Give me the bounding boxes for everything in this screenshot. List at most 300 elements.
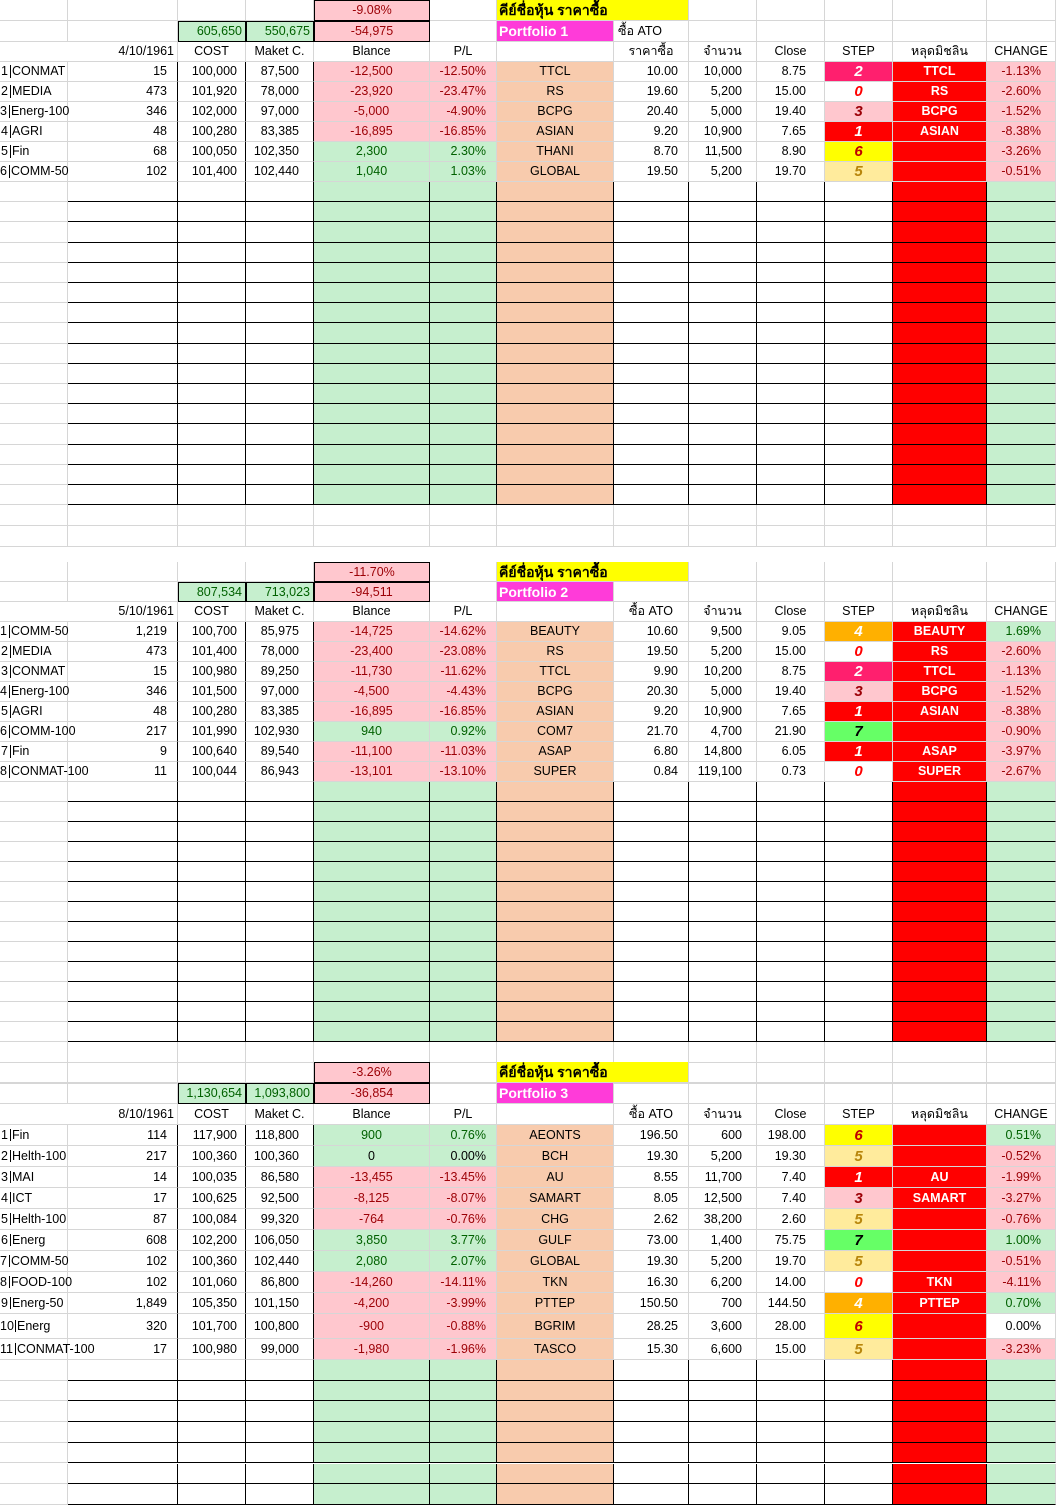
empty-cell[interactable] bbox=[614, 424, 689, 444]
empty-cell[interactable] bbox=[614, 485, 689, 505]
empty-cell[interactable] bbox=[825, 1062, 893, 1083]
empty-cell[interactable] bbox=[757, 1022, 825, 1042]
empty-cell[interactable] bbox=[757, 1422, 825, 1443]
market-header[interactable]: Maket C. bbox=[246, 1104, 314, 1125]
empty-cell[interactable] bbox=[246, 404, 314, 424]
empty-cell[interactable] bbox=[0, 562, 68, 582]
sector-number[interactable]: 102 bbox=[68, 162, 178, 182]
empty-cell[interactable] bbox=[430, 21, 497, 42]
cost-cell[interactable]: 100,640 bbox=[178, 742, 246, 762]
market-cell[interactable]: 89,540 bbox=[246, 742, 314, 762]
empty-cell[interactable] bbox=[430, 384, 497, 404]
empty-cell[interactable] bbox=[614, 982, 689, 1002]
empty-cell[interactable] bbox=[614, 465, 689, 485]
empty-cell[interactable] bbox=[689, 364, 757, 384]
empty-cell[interactable] bbox=[689, 505, 757, 526]
empty-cell[interactable] bbox=[825, 222, 893, 242]
empty-cell[interactable] bbox=[0, 1464, 68, 1485]
empty-cell[interactable] bbox=[0, 202, 68, 222]
sell-signal-cell[interactable]: BCPG bbox=[893, 682, 987, 702]
empty-cell[interactable] bbox=[68, 822, 178, 842]
qty-cell[interactable]: 3,600 bbox=[689, 1314, 757, 1339]
qty-cell[interactable]: 5,200 bbox=[689, 1146, 757, 1167]
empty-cell[interactable] bbox=[987, 842, 1056, 862]
empty-cell[interactable] bbox=[314, 862, 430, 882]
empty-cell[interactable] bbox=[68, 1464, 178, 1485]
empty-cell[interactable] bbox=[430, 1002, 497, 1022]
empty-cell[interactable] bbox=[614, 922, 689, 942]
empty-cell[interactable] bbox=[757, 424, 825, 444]
empty-cell[interactable] bbox=[246, 1381, 314, 1402]
pl-cell[interactable]: 2.07% bbox=[430, 1251, 497, 1272]
market-header[interactable]: Maket C. bbox=[246, 42, 314, 62]
sell-signal-cell[interactable] bbox=[893, 1230, 987, 1251]
qty-cell[interactable]: 12,500 bbox=[689, 1188, 757, 1209]
empty-cell[interactable] bbox=[757, 1381, 825, 1402]
close-header[interactable]: Close bbox=[757, 42, 825, 62]
empty-cell[interactable] bbox=[314, 303, 430, 323]
empty-cell[interactable] bbox=[987, 222, 1056, 242]
empty-cell[interactable] bbox=[825, 1401, 893, 1422]
change-cell[interactable]: -2.60% bbox=[987, 642, 1056, 662]
empty-cell[interactable] bbox=[0, 21, 68, 42]
empty-cell[interactable] bbox=[0, 364, 68, 384]
buy-price-cell[interactable]: 9.20 bbox=[614, 122, 689, 142]
empty-cell[interactable] bbox=[893, 1360, 987, 1381]
row-index[interactable] bbox=[0, 1146, 68, 1167]
row-index[interactable] bbox=[0, 642, 68, 662]
empty-cell[interactable] bbox=[0, 962, 68, 982]
empty-cell[interactable] bbox=[246, 445, 314, 465]
market-cell[interactable]: 85,975 bbox=[246, 622, 314, 642]
empty-cell[interactable] bbox=[430, 182, 497, 202]
close-cell[interactable]: 15.00 bbox=[757, 642, 825, 662]
cost-header[interactable]: COST bbox=[178, 42, 246, 62]
empty-cell[interactable] bbox=[246, 526, 314, 547]
empty-cell[interactable] bbox=[825, 323, 893, 343]
empty-cell[interactable] bbox=[825, 1083, 893, 1104]
change-cell[interactable]: -1.52% bbox=[987, 682, 1056, 702]
empty-cell[interactable] bbox=[246, 1002, 314, 1022]
empty-cell[interactable] bbox=[497, 902, 614, 922]
empty-cell[interactable] bbox=[987, 1062, 1056, 1083]
empty-cell[interactable] bbox=[987, 1360, 1056, 1381]
buy-price-header[interactable]: ราคาซื้อ bbox=[614, 42, 689, 62]
empty-cell[interactable] bbox=[987, 485, 1056, 505]
empty-cell[interactable] bbox=[68, 922, 178, 942]
empty-cell[interactable] bbox=[497, 802, 614, 822]
empty-cell[interactable] bbox=[825, 862, 893, 882]
close-header[interactable]: Close bbox=[757, 602, 825, 622]
change-cell[interactable]: -3.27% bbox=[987, 1188, 1056, 1209]
pl-cell[interactable]: -13.10% bbox=[430, 762, 497, 782]
empty-cell[interactable] bbox=[497, 882, 614, 902]
portfolio-title[interactable]: Portfolio 1 bbox=[497, 21, 614, 42]
qty-cell[interactable]: 6,200 bbox=[689, 1272, 757, 1293]
empty-cell[interactable] bbox=[757, 1062, 825, 1083]
empty-cell[interactable] bbox=[178, 505, 246, 526]
step-cell[interactable]: 6 bbox=[825, 1125, 893, 1146]
empty-cell[interactable] bbox=[757, 1443, 825, 1464]
qty-cell[interactable]: 9,500 bbox=[689, 622, 757, 642]
row-index[interactable] bbox=[0, 102, 68, 122]
symbol-cell[interactable]: BCPG bbox=[497, 102, 614, 122]
empty-cell[interactable] bbox=[178, 782, 246, 802]
qty-cell[interactable]: 5,200 bbox=[689, 82, 757, 102]
buy-price-cell[interactable]: 10.60 bbox=[614, 622, 689, 642]
empty-cell[interactable] bbox=[0, 526, 68, 547]
empty-cell[interactable] bbox=[497, 42, 614, 62]
row-index[interactable] bbox=[0, 162, 68, 182]
buy-price-cell[interactable]: 8.55 bbox=[614, 1167, 689, 1188]
change-cell[interactable]: -1.99% bbox=[987, 1167, 1056, 1188]
sector-number[interactable]: 217 bbox=[68, 722, 178, 742]
empty-cell[interactable] bbox=[893, 1022, 987, 1042]
empty-cell[interactable] bbox=[987, 465, 1056, 485]
pl-cell[interactable]: 0.00% bbox=[430, 1146, 497, 1167]
empty-cell[interactable] bbox=[689, 922, 757, 942]
sell-signal-cell[interactable]: BCPG bbox=[893, 102, 987, 122]
change-header[interactable]: CHANGE bbox=[987, 42, 1056, 62]
empty-cell[interactable] bbox=[0, 404, 68, 424]
total-percent[interactable]: -11.70% bbox=[314, 562, 430, 582]
empty-cell[interactable] bbox=[614, 1464, 689, 1485]
symbol-cell[interactable]: RS bbox=[497, 82, 614, 102]
empty-cell[interactable] bbox=[246, 842, 314, 862]
market-cell[interactable]: 83,385 bbox=[246, 702, 314, 722]
empty-cell[interactable] bbox=[825, 962, 893, 982]
empty-cell[interactable] bbox=[178, 862, 246, 882]
balance-header[interactable]: Blance bbox=[314, 602, 430, 622]
empty-cell[interactable] bbox=[614, 802, 689, 822]
empty-cell[interactable] bbox=[430, 1484, 497, 1505]
empty-cell[interactable] bbox=[893, 982, 987, 1002]
empty-cell[interactable] bbox=[314, 922, 430, 942]
empty-cell[interactable] bbox=[825, 922, 893, 942]
buy-price-cell[interactable]: 15.30 bbox=[614, 1339, 689, 1360]
pl-cell[interactable]: -11.03% bbox=[430, 742, 497, 762]
sector-number[interactable]: 48 bbox=[68, 702, 178, 722]
empty-cell[interactable] bbox=[68, 283, 178, 303]
empty-cell[interactable] bbox=[987, 323, 1056, 343]
buy-price-cell[interactable]: 0.84 bbox=[614, 762, 689, 782]
close-cell[interactable]: 7.65 bbox=[757, 122, 825, 142]
empty-cell[interactable] bbox=[893, 1042, 987, 1063]
empty-cell[interactable] bbox=[825, 263, 893, 283]
empty-cell[interactable] bbox=[497, 384, 614, 404]
symbol-cell[interactable]: SUPER bbox=[497, 762, 614, 782]
empty-cell[interactable] bbox=[497, 485, 614, 505]
qty-cell[interactable]: 4,700 bbox=[689, 722, 757, 742]
empty-cell[interactable] bbox=[68, 222, 178, 242]
empty-cell[interactable] bbox=[0, 822, 68, 842]
row-index[interactable] bbox=[0, 82, 68, 102]
portfolio-title[interactable]: Portfolio 3 bbox=[497, 1083, 614, 1104]
empty-cell[interactable] bbox=[178, 1381, 246, 1402]
empty-cell[interactable] bbox=[246, 344, 314, 364]
balance-cell[interactable]: 2,300 bbox=[314, 142, 430, 162]
empty-cell[interactable] bbox=[0, 303, 68, 323]
close-header[interactable]: Close bbox=[757, 1104, 825, 1125]
step-cell[interactable]: 5 bbox=[825, 1209, 893, 1230]
empty-cell[interactable] bbox=[246, 1042, 314, 1063]
empty-cell[interactable] bbox=[314, 1002, 430, 1022]
change-cell[interactable]: 0.51% bbox=[987, 1125, 1056, 1146]
empty-cell[interactable] bbox=[314, 782, 430, 802]
empty-cell[interactable] bbox=[178, 562, 246, 582]
empty-cell[interactable] bbox=[68, 303, 178, 323]
cost-cell[interactable]: 105,350 bbox=[178, 1293, 246, 1314]
empty-cell[interactable] bbox=[68, 1484, 178, 1505]
symbol-cell[interactable]: GLOBAL bbox=[497, 1251, 614, 1272]
empty-cell[interactable] bbox=[246, 384, 314, 404]
empty-cell[interactable] bbox=[689, 882, 757, 902]
row-index[interactable] bbox=[0, 1339, 95, 1360]
empty-cell[interactable] bbox=[178, 1062, 246, 1083]
sell-signal-cell[interactable]: SUPER bbox=[893, 762, 987, 782]
total-market[interactable]: 713,023 bbox=[246, 582, 314, 602]
total-cost[interactable]: 1,130,654 bbox=[178, 1083, 246, 1104]
empty-cell[interactable] bbox=[614, 1360, 689, 1381]
sector-number[interactable]: 217 bbox=[68, 1146, 178, 1167]
empty-cell[interactable] bbox=[497, 364, 614, 384]
step-cell[interactable]: 1 bbox=[825, 122, 893, 142]
sector-number[interactable]: 102 bbox=[68, 1251, 178, 1272]
close-cell[interactable]: 75.75 bbox=[757, 1230, 825, 1251]
empty-cell[interactable] bbox=[893, 243, 987, 263]
empty-cell[interactable] bbox=[314, 1381, 430, 1402]
step-cell[interactable]: 2 bbox=[825, 62, 893, 82]
key-in-label[interactable]: คีย์ชื่อหุ้น ราคาซื้อ bbox=[497, 0, 689, 21]
buy-price-cell[interactable]: 21.70 bbox=[614, 722, 689, 742]
empty-cell[interactable] bbox=[430, 505, 497, 526]
empty-cell[interactable] bbox=[497, 1042, 614, 1063]
buy-price-cell[interactable]: 28.25 bbox=[614, 1314, 689, 1339]
empty-cell[interactable] bbox=[430, 922, 497, 942]
empty-cell[interactable] bbox=[178, 1443, 246, 1464]
empty-cell[interactable] bbox=[314, 1422, 430, 1443]
empty-cell[interactable] bbox=[178, 202, 246, 222]
empty-cell[interactable] bbox=[893, 1062, 987, 1083]
sector-number[interactable]: 102 bbox=[68, 1272, 178, 1293]
empty-cell[interactable] bbox=[246, 222, 314, 242]
close-cell[interactable]: 6.05 bbox=[757, 742, 825, 762]
cost-header[interactable]: COST bbox=[178, 602, 246, 622]
market-cell[interactable]: 102,930 bbox=[246, 722, 314, 742]
empty-cell[interactable] bbox=[314, 505, 430, 526]
pl-cell[interactable]: -8.07% bbox=[430, 1188, 497, 1209]
empty-cell[interactable] bbox=[68, 344, 178, 364]
empty-cell[interactable] bbox=[825, 404, 893, 424]
empty-cell[interactable] bbox=[614, 902, 689, 922]
empty-cell[interactable] bbox=[246, 364, 314, 384]
empty-cell[interactable] bbox=[246, 0, 314, 21]
empty-cell[interactable] bbox=[893, 344, 987, 364]
empty-cell[interactable] bbox=[497, 842, 614, 862]
empty-cell[interactable] bbox=[314, 445, 430, 465]
empty-cell[interactable] bbox=[178, 842, 246, 862]
empty-cell[interactable] bbox=[0, 982, 68, 1002]
empty-cell[interactable] bbox=[497, 1443, 614, 1464]
row-index[interactable] bbox=[0, 1230, 68, 1251]
empty-cell[interactable] bbox=[68, 21, 178, 42]
step-header[interactable]: STEP bbox=[825, 42, 893, 62]
empty-cell[interactable] bbox=[614, 1443, 689, 1464]
empty-cell[interactable] bbox=[68, 1443, 178, 1464]
empty-cell[interactable] bbox=[987, 562, 1056, 582]
empty-cell[interactable] bbox=[246, 862, 314, 882]
symbol-cell[interactable]: GULF bbox=[497, 1230, 614, 1251]
empty-cell[interactable] bbox=[68, 485, 178, 505]
empty-cell[interactable] bbox=[178, 1042, 246, 1063]
empty-cell[interactable] bbox=[987, 962, 1056, 982]
balance-cell[interactable]: -11,730 bbox=[314, 662, 430, 682]
step-cell[interactable]: 3 bbox=[825, 102, 893, 122]
empty-cell[interactable] bbox=[689, 263, 757, 283]
row-index[interactable] bbox=[0, 662, 68, 682]
buy-price-header[interactable]: ซื้อ ATO bbox=[614, 1104, 689, 1125]
empty-cell[interactable] bbox=[497, 942, 614, 962]
empty-cell[interactable] bbox=[0, 802, 68, 822]
balance-cell[interactable]: 1,040 bbox=[314, 162, 430, 182]
empty-cell[interactable] bbox=[0, 344, 68, 364]
symbol-cell[interactable]: BEAUTY bbox=[497, 622, 614, 642]
close-cell[interactable]: 19.40 bbox=[757, 682, 825, 702]
total-percent[interactable]: -3.26% bbox=[314, 1062, 430, 1083]
symbol-cell[interactable]: ASAP bbox=[497, 742, 614, 762]
empty-cell[interactable] bbox=[614, 384, 689, 404]
empty-cell[interactable] bbox=[893, 485, 987, 505]
sector-number[interactable]: 346 bbox=[68, 102, 178, 122]
empty-cell[interactable] bbox=[246, 1062, 314, 1083]
empty-cell[interactable] bbox=[893, 782, 987, 802]
empty-cell[interactable] bbox=[430, 862, 497, 882]
empty-cell[interactable] bbox=[178, 384, 246, 404]
change-cell[interactable]: -0.51% bbox=[987, 162, 1056, 182]
empty-cell[interactable] bbox=[178, 982, 246, 1002]
qty-cell[interactable]: 1,400 bbox=[689, 1230, 757, 1251]
close-cell[interactable]: 7.40 bbox=[757, 1188, 825, 1209]
empty-cell[interactable] bbox=[689, 1022, 757, 1042]
empty-cell[interactable] bbox=[497, 862, 614, 882]
empty-cell[interactable] bbox=[757, 465, 825, 485]
empty-cell[interactable] bbox=[893, 323, 987, 343]
sell-signal-cell[interactable]: SAMART bbox=[893, 1188, 987, 1209]
empty-cell[interactable] bbox=[314, 882, 430, 902]
empty-cell[interactable] bbox=[0, 782, 68, 802]
empty-cell[interactable] bbox=[68, 243, 178, 263]
step-cell[interactable]: 4 bbox=[825, 622, 893, 642]
empty-cell[interactable] bbox=[757, 21, 825, 42]
empty-cell[interactable] bbox=[430, 982, 497, 1002]
cost-cell[interactable]: 101,700 bbox=[178, 1314, 246, 1339]
market-cell[interactable]: 118,800 bbox=[246, 1125, 314, 1146]
empty-cell[interactable] bbox=[689, 344, 757, 364]
empty-cell[interactable] bbox=[614, 882, 689, 902]
empty-cell[interactable] bbox=[0, 323, 68, 343]
sector-number[interactable]: 320 bbox=[68, 1314, 178, 1339]
step-cell[interactable]: 3 bbox=[825, 682, 893, 702]
sector-number[interactable]: 11 bbox=[68, 762, 178, 782]
buy-price-cell[interactable]: 19.60 bbox=[614, 82, 689, 102]
empty-cell[interactable] bbox=[0, 465, 68, 485]
empty-cell[interactable] bbox=[314, 344, 430, 364]
symbol-cell[interactable]: ASIAN bbox=[497, 122, 614, 142]
market-cell[interactable]: 78,000 bbox=[246, 82, 314, 102]
empty-cell[interactable] bbox=[614, 526, 689, 547]
sell-signal-cell[interactable]: AU bbox=[893, 1167, 987, 1188]
empty-cell[interactable] bbox=[68, 862, 178, 882]
empty-cell[interactable] bbox=[987, 922, 1056, 942]
sector-number[interactable]: 1,849 bbox=[68, 1293, 178, 1314]
balance-cell[interactable]: -16,895 bbox=[314, 122, 430, 142]
empty-cell[interactable] bbox=[430, 263, 497, 283]
balance-cell[interactable]: 3,850 bbox=[314, 1230, 430, 1251]
empty-cell[interactable] bbox=[757, 922, 825, 942]
empty-cell[interactable] bbox=[825, 842, 893, 862]
empty-cell[interactable] bbox=[0, 1002, 68, 1022]
market-cell[interactable]: 101,150 bbox=[246, 1293, 314, 1314]
empty-cell[interactable] bbox=[246, 802, 314, 822]
sector-number[interactable]: 48 bbox=[68, 122, 178, 142]
market-cell[interactable]: 100,800 bbox=[246, 1314, 314, 1339]
empty-cell[interactable] bbox=[497, 445, 614, 465]
empty-cell[interactable] bbox=[246, 202, 314, 222]
buy-note[interactable]: ซื้อ ATO bbox=[614, 21, 689, 42]
sell-signal-cell[interactable] bbox=[893, 1146, 987, 1167]
empty-cell[interactable] bbox=[689, 424, 757, 444]
buy-price-cell[interactable]: 20.40 bbox=[614, 102, 689, 122]
change-cell[interactable]: -2.67% bbox=[987, 762, 1056, 782]
empty-cell[interactable] bbox=[825, 782, 893, 802]
empty-cell[interactable] bbox=[68, 1360, 178, 1381]
buy-price-cell[interactable]: 19.30 bbox=[614, 1251, 689, 1272]
empty-cell[interactable] bbox=[246, 962, 314, 982]
empty-cell[interactable] bbox=[68, 942, 178, 962]
empty-cell[interactable] bbox=[68, 1022, 178, 1042]
empty-cell[interactable] bbox=[430, 424, 497, 444]
symbol-cell[interactable]: BCH bbox=[497, 1146, 614, 1167]
market-cell[interactable]: 102,350 bbox=[246, 142, 314, 162]
empty-cell[interactable] bbox=[893, 1484, 987, 1505]
balance-cell[interactable]: -14,725 bbox=[314, 622, 430, 642]
sell-signal-cell[interactable]: RS bbox=[893, 642, 987, 662]
empty-cell[interactable] bbox=[246, 243, 314, 263]
empty-cell[interactable] bbox=[987, 1002, 1056, 1022]
sell-signal-cell[interactable] bbox=[893, 1314, 987, 1339]
empty-cell[interactable] bbox=[987, 822, 1056, 842]
empty-cell[interactable] bbox=[497, 1464, 614, 1485]
empty-cell[interactable] bbox=[987, 243, 1056, 263]
row-index[interactable] bbox=[0, 62, 68, 82]
empty-cell[interactable] bbox=[178, 364, 246, 384]
sell-signal-cell[interactable] bbox=[893, 1251, 987, 1272]
empty-cell[interactable] bbox=[614, 1002, 689, 1022]
row-index[interactable] bbox=[0, 742, 68, 762]
symbol-cell[interactable]: GLOBAL bbox=[497, 162, 614, 182]
empty-cell[interactable] bbox=[314, 364, 430, 384]
empty-cell[interactable] bbox=[987, 1484, 1056, 1505]
empty-cell[interactable] bbox=[178, 882, 246, 902]
empty-cell[interactable] bbox=[0, 445, 68, 465]
step-cell[interactable]: 7 bbox=[825, 1230, 893, 1251]
empty-cell[interactable] bbox=[497, 602, 614, 622]
pl-cell[interactable]: -23.08% bbox=[430, 642, 497, 662]
empty-cell[interactable] bbox=[178, 822, 246, 842]
pl-cell[interactable]: -0.76% bbox=[430, 1209, 497, 1230]
total-balance[interactable]: -94,511 bbox=[314, 582, 430, 602]
empty-cell[interactable] bbox=[0, 882, 68, 902]
